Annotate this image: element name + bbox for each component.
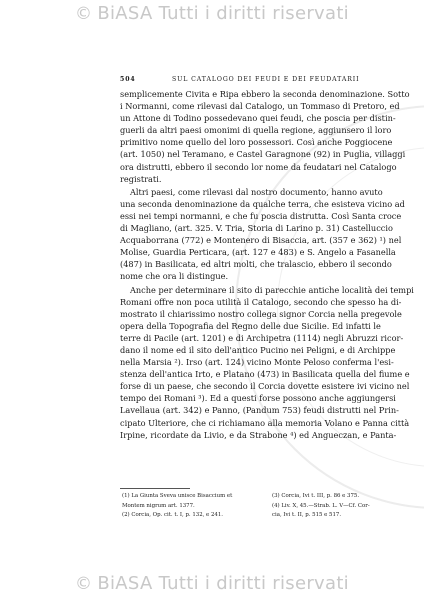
- text-line: cipato Ulteriore, che ci richiamano alla memoria Volano e Panna città: [120, 417, 410, 428]
- text-line: stenza dell'antica Irto, e Platano (473) in Basilicata quella del fiume e: [120, 369, 410, 380]
- text-line: di Magliano, (art. 325. V. Tria, Storia di Larino p. 31) Castelluccio: [120, 223, 393, 234]
- running-title: SUL CATALOGO DEI FEUDI E DEI FEUDATARII: [172, 76, 360, 83]
- text-line: dano il nome ed il sito dell'antico Pucino nei Peligni, e di Archippe: [120, 344, 396, 355]
- paragraph-2: [120, 186, 412, 283]
- watermark-bottom-text: BiASA Tutti i diritti riservati: [97, 573, 349, 594]
- text-line: una seconda denominazione da qualche terra, che esisteva vicino ad: [120, 198, 405, 209]
- text-line: mostrato il chiarissimo nostro collega signor Corcia nella pregevole: [120, 308, 402, 319]
- footnote-line: (1) La Giunta Sveva unisce Bisaccium et: [122, 493, 233, 499]
- footnotes-left: [122, 492, 262, 521]
- text-line: opera della Topografia del Regno delle due Sicilie. Ed infatti le: [120, 320, 381, 331]
- footnote-line: (3) Corcia, Ivi t. III, p. 86 e 375.: [272, 493, 360, 499]
- text-line: Acquaborrana (772) e Montenero di Bisaccia, art. (357 e 362) ¹) nel: [120, 235, 402, 246]
- text-line: Romani offre non poca utilità il Catalogo, secondo che spesso ha di-: [120, 296, 402, 307]
- text-line: semplicemente Civita e Ripa ebbero la seconda denominazione. Sotto: [120, 89, 410, 99]
- footnote-line: (4) Liv. X, 45.—Strab. L. V—Cf. Cor-: [272, 502, 370, 509]
- text-line: Molise, Guardia Perticara, (art. 127 e 483) e S. Angelo a Fasanella: [120, 247, 396, 258]
- text-line: un Attone di Todino possedevano quei feudi, che poscia per distin-: [120, 113, 396, 124]
- footnote-line: Montem nigrum art. 1377.: [122, 502, 195, 509]
- paragraph-1: [120, 88, 412, 185]
- text-line: primitivo nome quello del loro possessori. Così anche Poggiocene: [120, 137, 393, 148]
- copyright-icon: ©: [75, 4, 93, 24]
- watermark-bottom: [0, 573, 424, 594]
- text-line: Irpine, ricordate da Livio, e da Strabone ⁴) ed Angueczan, e Panta-: [120, 429, 397, 440]
- text-line: nome che ora li distingue.: [120, 271, 229, 282]
- text-line: terre di Pacile (art. 1201) e di Archipetra (1114) negli Abruzzi ricor-: [120, 332, 404, 343]
- footnote-line: (2) Corcia, Op. cit. t. I, p. 132, e 241.: [122, 512, 223, 518]
- footnote-rule: [120, 488, 190, 489]
- text-line: nella Marsia ²). Irso (art. 124) vicino Monte Peloso conferma l'esi-: [120, 357, 394, 368]
- text-line: ora distrutti, ebbero il secondo lor nome da feudatari nel Catalogo: [120, 161, 397, 172]
- page-number: 504: [120, 76, 136, 83]
- text-line: i Normanni, come rilevasi dal Catalogo, un Tommaso di Pretoro, ed: [120, 101, 400, 112]
- watermark-top-text: BiASA Tutti i diritti riservati: [97, 3, 349, 24]
- text-line: registrati.: [120, 173, 162, 184]
- paragraph-3: [120, 284, 412, 441]
- body-text: [120, 88, 412, 441]
- text-line: (487) in Basilicata, ed altri molti, che tralascio, ebbero il secondo: [120, 259, 392, 270]
- text-line: tempo dei Romani ³). Ed a questi forse possono anche aggiungersi: [120, 393, 396, 404]
- text-line: Lavellaua (art. 342) e Panno, (Pandum 753) feudi distrutti nel Prin-: [120, 405, 399, 416]
- text-line: forse di un paese, che secondo il Corcia dovette esistere ivi vicino nel: [120, 381, 410, 392]
- text-line: guerli da altri paesi omonimi di quella regione, aggiunsero il loro: [120, 125, 392, 136]
- footnotes-right: [272, 492, 414, 521]
- footnote-line: cia, Ivi t. II, p. 515 e 517.: [272, 512, 342, 518]
- text-line: essi nei tempi normanni, e che fu poscia distrutta. Così Santa croce: [120, 210, 402, 221]
- copyright-icon: ©: [75, 574, 93, 594]
- text-line: (art. 1050) nel Teramano, e Castel Garagnone (92) in Puglia, villaggi: [120, 149, 406, 160]
- text-line: Altri paesi, come rilevasi dal nostro documento, hanno avuto: [130, 186, 383, 197]
- text-line: Anche per determinare il sito di parecchie antiche località dei tempi: [130, 284, 414, 295]
